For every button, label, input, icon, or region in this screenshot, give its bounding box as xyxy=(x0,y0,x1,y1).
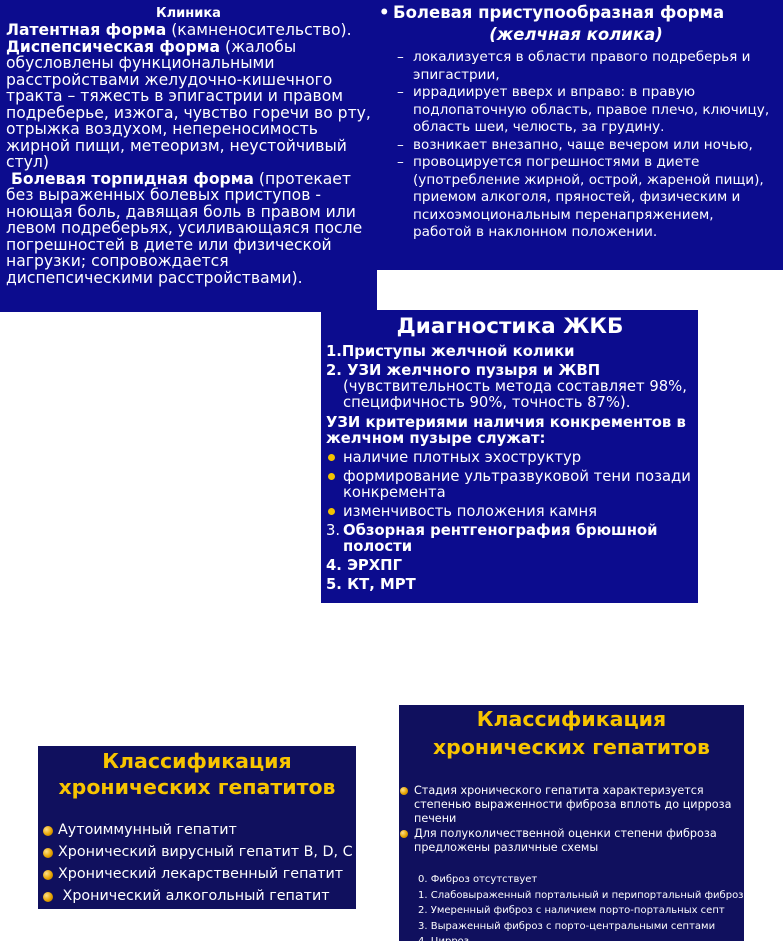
criteria-item xyxy=(326,469,694,501)
bullet-ball-icon xyxy=(400,787,408,795)
diagnostics-item-2-detail: (чувствительность метода составляет 98%, специфичность 90%, точность 87%). xyxy=(343,378,687,411)
list-item-text: локализуется в области правого подреберья и эпигастрии, xyxy=(413,49,751,83)
clinic-title: Клиника xyxy=(156,6,221,21)
diagnostics-item-3-number: 3. xyxy=(326,522,341,539)
diagnostics-item-4-text: 4. ЭРХПГ xyxy=(326,557,402,574)
latent-form-term: Латентная форма xyxy=(6,21,167,39)
dyspeptic-form-term: Диспепсическая форма xyxy=(6,37,221,56)
classification-list xyxy=(38,819,356,907)
biliary-colic-slide xyxy=(377,0,783,270)
dash-icon: – xyxy=(397,136,404,153)
diagnostics-title: Диагностика ЖКБ xyxy=(396,314,624,339)
fibrosis-stage: 0. Фиброз отсутствует xyxy=(418,874,538,885)
bullet-ball-icon xyxy=(43,848,53,858)
fibrosis-stages xyxy=(399,872,744,950)
diagnostics-item-5 xyxy=(326,577,694,593)
torpid-form-text: (протекает без выраженных болевых приступов - ноющая боль, давящая боль в правом или левом подреберьях, усиливающаяся после погрешностей в диете или физической нагрузки; сопровождается диспепсическими расстройствами). xyxy=(6,169,363,287)
list-item xyxy=(377,137,775,155)
criteria-item-text: формирование ультразвуковой тени позади конкремента xyxy=(343,468,691,501)
list-item-text: иррадиирует вверх и вправо: в правую подлопаточную область, правое плечо, ключицу, область шеи, челюсть, за грудину. xyxy=(413,84,770,135)
bullet-dot-icon xyxy=(328,454,335,461)
colic-heading-text: Болевая приступообразная форма xyxy=(393,3,725,22)
bullet-dot-icon xyxy=(328,508,335,515)
bullet-ball-icon xyxy=(43,826,53,836)
list-item-text: провоцируется погрешностями в диете (употребление жирной, острой, жареной пищи), приемом алкоголя, пряностей, физическим и психоэмоциональным перенапряжением, работой в наклонном положении. xyxy=(413,154,764,240)
fibrosis-bullets xyxy=(399,784,744,855)
criteria-item xyxy=(326,450,694,466)
list-item xyxy=(399,784,744,826)
list-item xyxy=(377,154,775,242)
bullet-dot-icon xyxy=(328,473,335,480)
list-item xyxy=(38,885,356,907)
fibrosis-stage: 2. Умеренный фиброз с наличием порто-портальных септ xyxy=(418,905,725,916)
criteria-item-text: изменчивость положения камня xyxy=(343,503,598,520)
list-item-text: Хронический алкогольный гепатит xyxy=(62,888,330,904)
dyspeptic-form-text: (жалобы обусловлены функциональными расстройствами желудочно-кишечного тракта – тяжесть в эпигастрии и правом подреберье, изжога, чувство горечи во рту, отрыжка воздухом, непереносимость жирной пищи, метеоризм, неустойчивый стул) xyxy=(6,37,371,171)
diagnostics-item-1-text: 1.Приступы желчной колики xyxy=(326,343,575,360)
dash-icon: – xyxy=(397,49,404,65)
list-item xyxy=(399,827,744,855)
colic-heading xyxy=(377,2,775,23)
list-item xyxy=(377,84,775,137)
diagnostics-item-3-text: Обзорная рентгенография брюшной полости xyxy=(343,522,658,555)
diagnostics-item-5-text: 5. КТ, МРТ xyxy=(326,576,416,593)
clinic-slide xyxy=(0,0,377,312)
fibrosis-classification-slide xyxy=(399,705,744,947)
bullet-ball-icon xyxy=(43,892,53,902)
torpid-form-paragraph xyxy=(6,171,371,287)
list-item-text: Аутоиммунный гепатит xyxy=(58,822,237,838)
fibrosis-classification-title: Классификация хронических гепатитов xyxy=(432,707,711,759)
latent-form-paragraph xyxy=(6,22,371,39)
criteria-heading xyxy=(326,415,694,447)
latent-form-text: (камненосительство). xyxy=(166,21,352,39)
diagnostics-slide xyxy=(321,310,698,603)
dash-icon: – xyxy=(397,84,404,100)
fibrosis-stage: 1. Слабовыраженный портальный и перипортальный фиброз xyxy=(418,889,744,901)
colic-subheading: (желчная колика) xyxy=(489,25,663,44)
diagnostics-item-3 xyxy=(326,523,694,555)
diagnostics-item-1 xyxy=(326,344,694,360)
list-item xyxy=(38,841,356,863)
criteria-heading-text: УЗИ критериями наличия конкрементов в желчном пузыре служат: xyxy=(326,414,686,447)
criteria-item xyxy=(326,504,694,520)
bullet-dot-icon: • xyxy=(379,3,390,22)
list-item-text: возникает внезапно, чаще вечером или ночью, xyxy=(413,136,753,153)
criteria-item-text: наличие плотных эхоструктур xyxy=(343,449,582,466)
list-item xyxy=(377,49,775,84)
bullet-ball-icon xyxy=(400,830,408,838)
hepatitis-classification-slide xyxy=(38,746,356,909)
fibrosis-stage: 3. Выраженный фиброз с порто-центральными септами xyxy=(418,920,716,932)
list-item-text: Хронический вирусный гепатит В, D, C xyxy=(58,844,353,860)
classification-title: Классификация хронических гепатитов xyxy=(58,749,336,799)
colic-list xyxy=(377,49,775,242)
diagnostics-item-2 xyxy=(326,363,694,411)
bullet-ball-icon xyxy=(43,870,53,880)
fibrosis-stage: 4. Цирроз xyxy=(418,936,470,947)
diagnostics-item-2-heading: 2. УЗИ желчного пузыря и ЖВП xyxy=(326,362,601,379)
list-item-text: Стадия хронического гепатита характеризуется степенью выраженности фиброза вплоть до цирроза печени xyxy=(414,784,732,825)
dash-icon: – xyxy=(397,154,404,170)
dyspeptic-form-paragraph xyxy=(6,39,371,171)
diagnostics-item-4 xyxy=(326,558,694,574)
list-item xyxy=(38,819,356,841)
list-item xyxy=(38,863,356,885)
list-item-text: Хронический лекарственный гепатит xyxy=(58,866,344,882)
torpid-form-term: Болевая торпидная форма xyxy=(10,169,254,188)
list-item-text: Для полуколичественной оценки степени фиброза предложены различные схемы xyxy=(414,827,717,854)
